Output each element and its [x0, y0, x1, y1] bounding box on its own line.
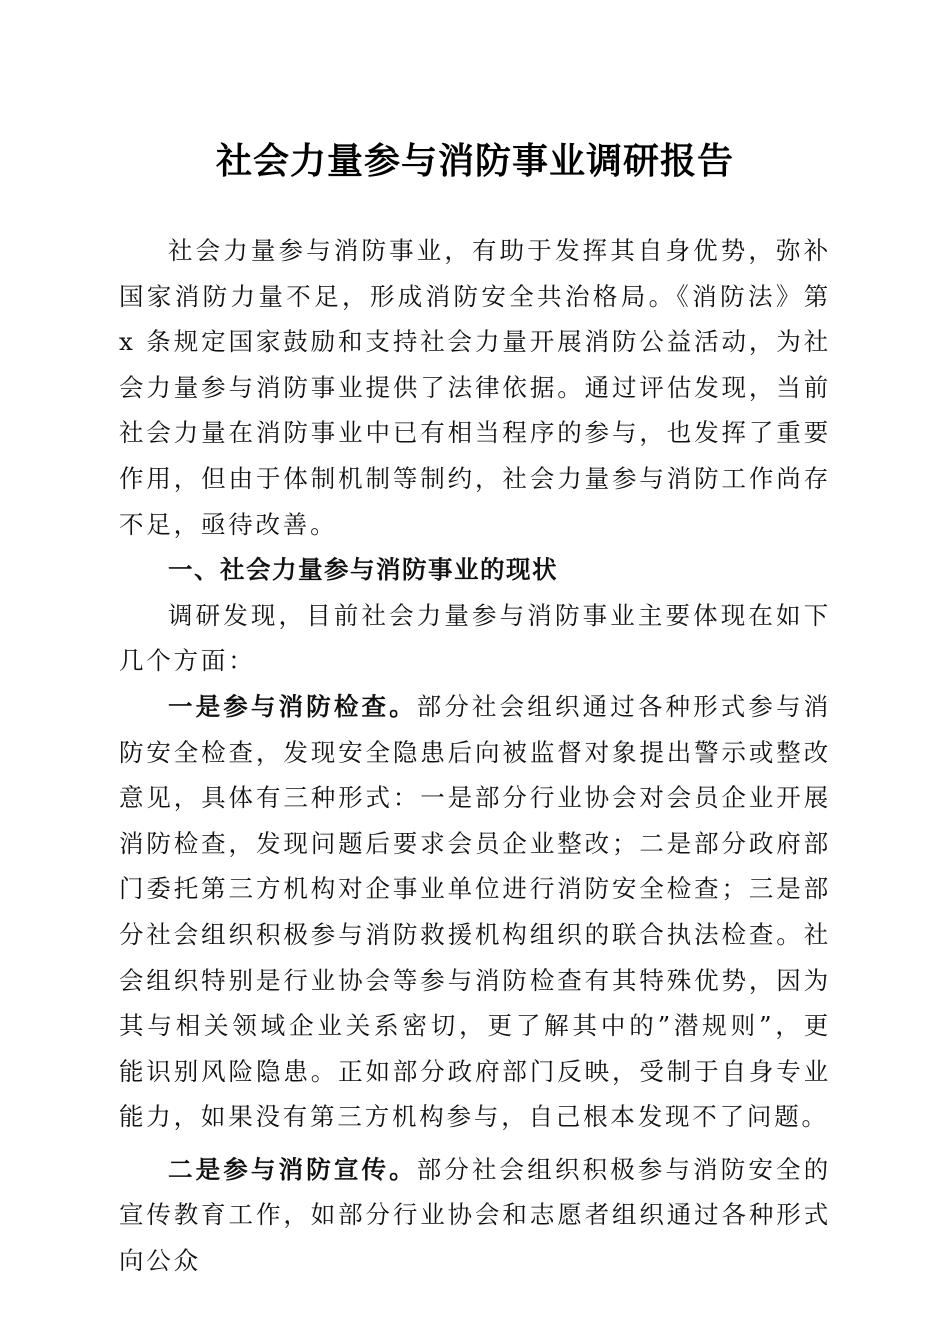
paragraph-gap	[119, 1140, 831, 1147]
section-heading: 一、社会力量参与消防事业的现状	[168, 555, 558, 585]
item-body-publicity: 部分社会组织积极参与消防安全的宣传教育工作，如部分行业协会和志愿者组织通过各种形式向公众	[119, 1154, 831, 1276]
document-title: 社会力量参与消防事业调研报告	[215, 140, 734, 182]
intro-paragraph: 社会力量参与消防事业，有助于发挥其自身优势，弥补国家消防力量不足，形成消防安全共治格局。《消防法》第 x 条规定国家鼓励和支持社会力量开展消防公益活动，为社会力量参与消防事业提供了法律依据。通过评估发现，当前社会力量在消防事业中已有相当程序的参与，也发挥了重要作用，但由于体制机制等制约，社会力量参与消防工作尚存不足，亟待改善。	[119, 236, 831, 539]
item-lead-inspection: 一是参与消防检查。	[168, 691, 417, 721]
item-paragraph-publicity	[119, 1147, 831, 1284]
item-lead-publicity: 二是参与消防宣传。	[168, 1154, 417, 1184]
section-intro-paragraph: 调研发现，目前社会力量参与消防事业主要体现在如下几个方面：	[119, 600, 831, 676]
item-body-inspection: 部分社会组织通过各种形式参与消防安全检查，发现安全隐患后向被监督对象提出警示或整改意见，具体有三种形式：一是部分行业协会对会员企业开展消防检查，发现问题后要求会员企业整改；二是部分政府部门委托第三方机构对企事业单位进行消防安全检查；三是部分社会组织积极参与消防救援机构组织的联合执法检查。社会组织特别是行业协会等参与消防检查有其特殊优势，因为其与相关领域企业关系密切，更了解其中的”潜规则”，更能识别风险隐患。正如部分政府部门反映，受制于自身专业能力，如果没有第三方机构参与，自己根本发现不了问题。	[119, 691, 831, 1132]
item-paragraph-inspection	[119, 684, 831, 1140]
document-body	[119, 228, 831, 1284]
